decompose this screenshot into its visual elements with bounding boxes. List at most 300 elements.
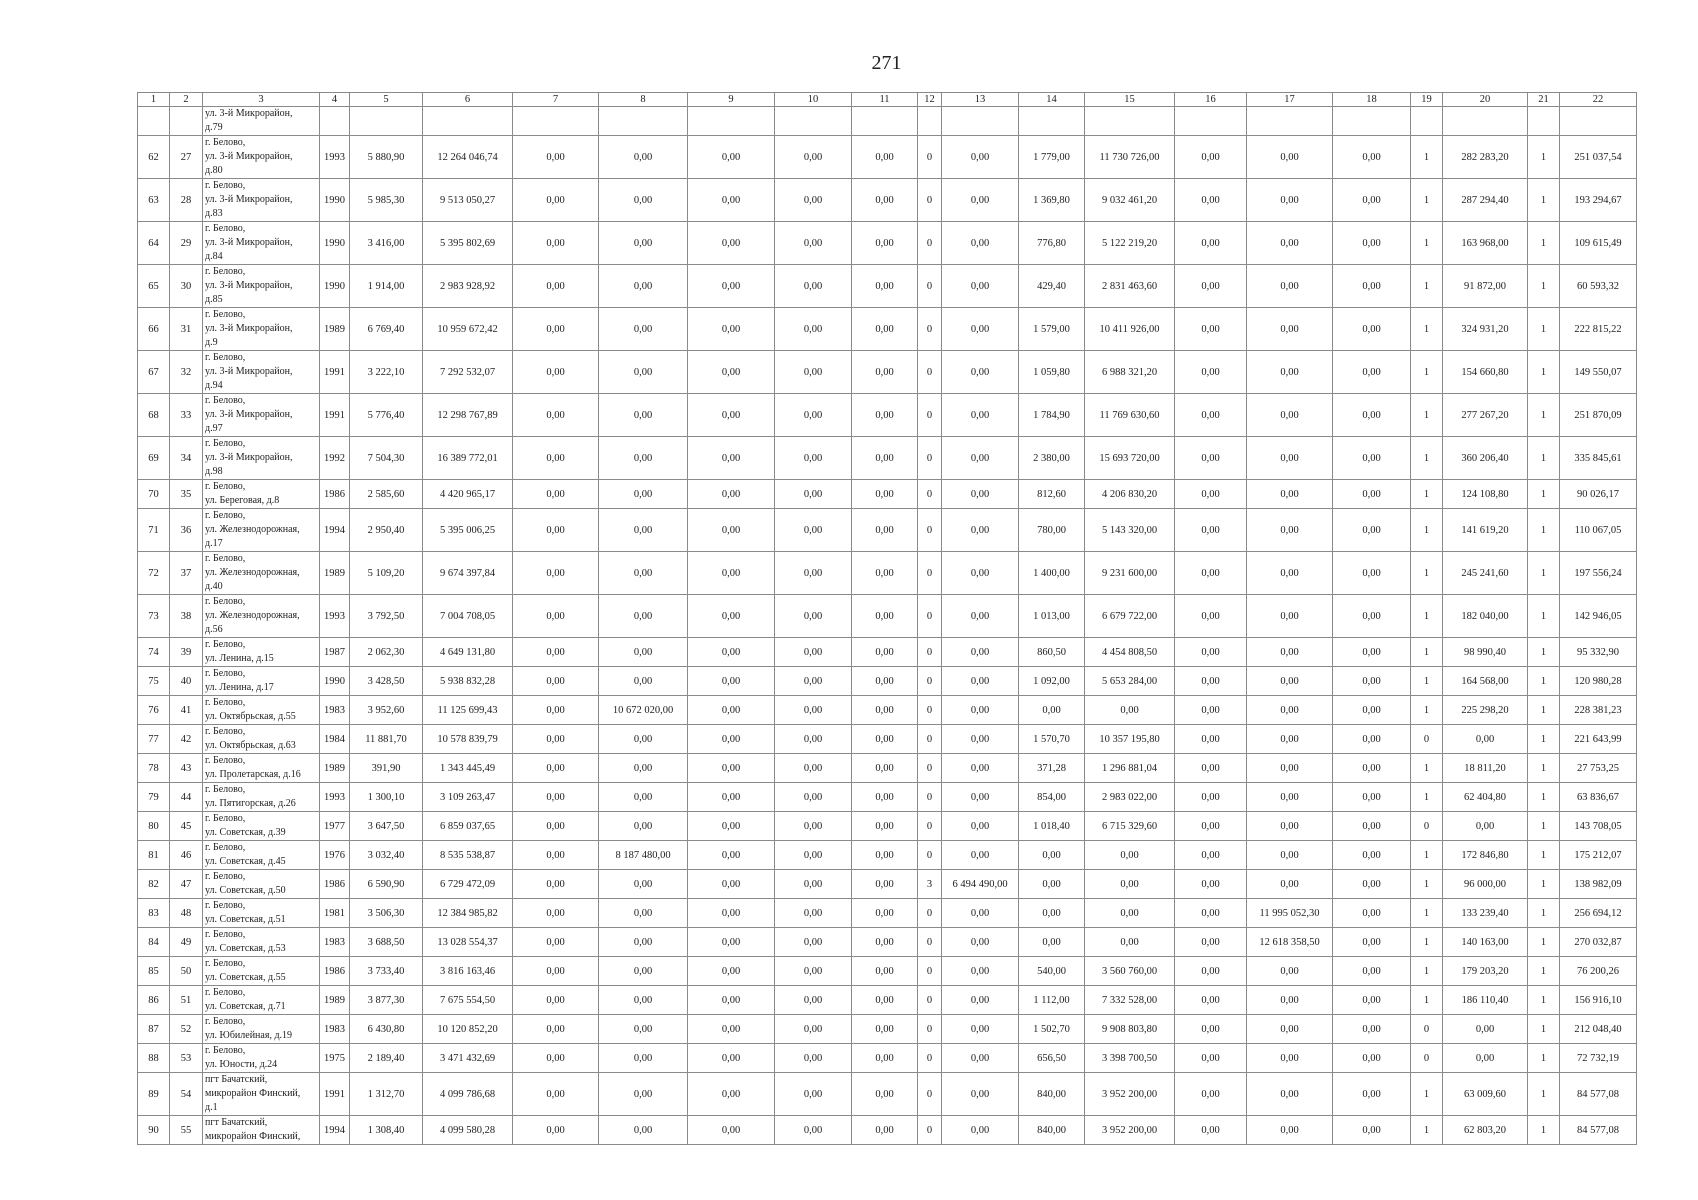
cell-col-13: 6 494 490,00 (942, 870, 1019, 899)
table-row (138, 986, 1637, 1015)
cell-col-1: 75 (138, 667, 170, 696)
cell-col-5: 3 792,50 (350, 595, 423, 638)
cell-col-11 (852, 107, 918, 136)
cell-col-21: 1 (1528, 783, 1560, 812)
cell-col-22: 256 694,12 (1560, 899, 1637, 928)
cell-col-14: 776,80 (1019, 222, 1085, 265)
cell-col-10: 0,00 (775, 870, 852, 899)
cell-col-12: 0 (918, 509, 942, 552)
cell-col-16: 0,00 (1175, 1044, 1247, 1073)
table-row (138, 136, 1637, 179)
cell-col-17: 11 995 052,30 (1247, 899, 1333, 928)
cell-col-10: 0,00 (775, 783, 852, 812)
cell-col-11: 0,00 (852, 480, 918, 509)
address-line: г. Белово, (205, 266, 246, 277)
cell-col-22: 63 836,67 (1560, 783, 1637, 812)
table-row (138, 308, 1637, 351)
cell-col-15: 3 560 760,00 (1085, 957, 1175, 986)
cell-col-22: 221 643,99 (1560, 725, 1637, 754)
cell-col-22: 76 200,26 (1560, 957, 1637, 986)
address-cell (203, 437, 320, 480)
cell-col-18: 0,00 (1333, 841, 1411, 870)
cell-col-20: 98 990,40 (1443, 638, 1528, 667)
cell-col-4: 1992 (320, 437, 350, 480)
cell-col-18: 0,00 (1333, 1116, 1411, 1145)
cell-col-16: 0,00 (1175, 437, 1247, 480)
cell-col-12: 0 (918, 1073, 942, 1116)
cell-col-13 (942, 107, 1019, 136)
cell-col-14: 840,00 (1019, 1116, 1085, 1145)
cell-col-15: 7 332 528,00 (1085, 986, 1175, 1015)
address-line: г. Белово, (205, 1016, 246, 1027)
cell-col-8: 0,00 (599, 595, 688, 638)
cell-col-4: 1983 (320, 696, 350, 725)
cell-col-21: 1 (1528, 841, 1560, 870)
cell-col-6: 4 420 965,17 (423, 480, 513, 509)
cell-col-10: 0,00 (775, 179, 852, 222)
cell-col-1: 70 (138, 480, 170, 509)
table-row (138, 754, 1637, 783)
cell-col-14: 2 380,00 (1019, 437, 1085, 480)
cell-col-12: 0 (918, 308, 942, 351)
cell-col-22: 251 870,09 (1560, 394, 1637, 437)
cell-col-14: 0,00 (1019, 841, 1085, 870)
cell-col-18: 0,00 (1333, 1044, 1411, 1073)
cell-col-11: 0,00 (852, 986, 918, 1015)
cell-col-19: 1 (1411, 957, 1443, 986)
address-cell (203, 783, 320, 812)
cell-col-18: 0,00 (1333, 308, 1411, 351)
cell-col-2: 27 (170, 136, 203, 179)
cell-col-6: 5 395 802,69 (423, 222, 513, 265)
address-line: ул. Железнодорожная, (205, 610, 300, 621)
cell-col-11: 0,00 (852, 812, 918, 841)
cell-col-11: 0,00 (852, 1015, 918, 1044)
cell-col-17: 0,00 (1247, 222, 1333, 265)
cell-col-2: 42 (170, 725, 203, 754)
cell-col-18: 0,00 (1333, 394, 1411, 437)
cell-col-22: 109 615,49 (1560, 222, 1637, 265)
cell-col-12: 0 (918, 1044, 942, 1073)
address-line: д.1 (205, 1102, 218, 1113)
cell-col-15: 4 454 808,50 (1085, 638, 1175, 667)
cell-col-6: 16 389 772,01 (423, 437, 513, 480)
table-row (138, 783, 1637, 812)
table-row (138, 509, 1637, 552)
cell-col-1: 65 (138, 265, 170, 308)
cell-col-11: 0,00 (852, 957, 918, 986)
cell-col-20: 324 931,20 (1443, 308, 1528, 351)
cell-col-16: 0,00 (1175, 394, 1247, 437)
cell-col-16: 0,00 (1175, 696, 1247, 725)
cell-col-9: 0,00 (688, 725, 775, 754)
cell-col-20: 172 846,80 (1443, 841, 1528, 870)
address-line: ул. Юности, д.24 (205, 1059, 278, 1070)
cell-col-5: 3 428,50 (350, 667, 423, 696)
cell-col-18: 0,00 (1333, 696, 1411, 725)
cell-col-16: 0,00 (1175, 509, 1247, 552)
cell-col-7: 0,00 (513, 1073, 599, 1116)
cell-col-13: 0,00 (942, 667, 1019, 696)
address-line: г. Белово, (205, 784, 246, 795)
cell-col-1: 74 (138, 638, 170, 667)
cell-col-13: 0,00 (942, 394, 1019, 437)
column-number-cell: 5 (350, 93, 423, 107)
address-cell (203, 870, 320, 899)
cell-col-1: 73 (138, 595, 170, 638)
cell-col-8: 10 672 020,00 (599, 696, 688, 725)
cell-col-4: 1986 (320, 957, 350, 986)
address-line: г. Белово, (205, 813, 246, 824)
cell-col-20: 182 040,00 (1443, 595, 1528, 638)
cell-col-18: 0,00 (1333, 754, 1411, 783)
cell-col-21: 1 (1528, 509, 1560, 552)
cell-col-22: 149 550,07 (1560, 351, 1637, 394)
cell-col-20: 179 203,20 (1443, 957, 1528, 986)
cell-col-21 (1528, 107, 1560, 136)
cell-col-8: 0,00 (599, 1015, 688, 1044)
cell-col-14: 1 112,00 (1019, 986, 1085, 1015)
cell-col-9: 0,00 (688, 222, 775, 265)
cell-col-16: 0,00 (1175, 812, 1247, 841)
column-number-cell: 4 (320, 93, 350, 107)
address-line: г. Белово, (205, 481, 246, 492)
cell-col-13: 0,00 (942, 783, 1019, 812)
cell-col-15: 3 952 200,00 (1085, 1073, 1175, 1116)
cell-col-21: 1 (1528, 812, 1560, 841)
cell-col-8: 0,00 (599, 957, 688, 986)
cell-col-19: 1 (1411, 783, 1443, 812)
cell-col-1: 86 (138, 986, 170, 1015)
cell-col-2: 46 (170, 841, 203, 870)
address-cell (203, 509, 320, 552)
cell-col-14: 1 570,70 (1019, 725, 1085, 754)
cell-col-20: 360 206,40 (1443, 437, 1528, 480)
cell-col-10: 0,00 (775, 552, 852, 595)
address-line: г. Белово, (205, 309, 246, 320)
cell-col-1: 84 (138, 928, 170, 957)
address-line: ул. Железнодорожная, (205, 567, 300, 578)
cell-col-16: 0,00 (1175, 222, 1247, 265)
cell-col-9: 0,00 (688, 870, 775, 899)
cell-col-2: 43 (170, 754, 203, 783)
cell-col-8 (599, 107, 688, 136)
cell-col-6: 12 264 046,74 (423, 136, 513, 179)
cell-col-20: 245 241,60 (1443, 552, 1528, 595)
table-row (138, 1073, 1637, 1116)
cell-col-4: 1990 (320, 667, 350, 696)
address-cell (203, 986, 320, 1015)
cell-col-14: 656,50 (1019, 1044, 1085, 1073)
cell-col-2: 51 (170, 986, 203, 1015)
cell-col-5: 2 585,60 (350, 480, 423, 509)
cell-col-5: 3 952,60 (350, 696, 423, 725)
cell-col-12: 0 (918, 480, 942, 509)
cell-col-6: 3 816 163,46 (423, 957, 513, 986)
cell-col-12: 0 (918, 783, 942, 812)
cell-col-14: 0,00 (1019, 696, 1085, 725)
cell-col-9: 0,00 (688, 308, 775, 351)
cell-col-15: 3 398 700,50 (1085, 1044, 1175, 1073)
cell-col-16: 0,00 (1175, 308, 1247, 351)
cell-col-21: 1 (1528, 1073, 1560, 1116)
cell-col-10 (775, 107, 852, 136)
table-row (138, 351, 1637, 394)
address-line: ул. Береговая, д.8 (205, 495, 280, 506)
cell-col-9: 0,00 (688, 1073, 775, 1116)
cell-col-21: 1 (1528, 351, 1560, 394)
cell-col-5: 2 062,30 (350, 638, 423, 667)
cell-col-13: 0,00 (942, 812, 1019, 841)
table-row (138, 638, 1637, 667)
address-line: д.97 (205, 423, 223, 434)
cell-col-4: 1990 (320, 265, 350, 308)
cell-col-15: 6 988 321,20 (1085, 351, 1175, 394)
cell-col-1: 87 (138, 1015, 170, 1044)
cell-col-18: 0,00 (1333, 351, 1411, 394)
address-line: ул. Пятигорская, д.26 (205, 798, 296, 809)
cell-col-5: 1 308,40 (350, 1116, 423, 1145)
address-cell (203, 1015, 320, 1044)
column-number-cell: 1 (138, 93, 170, 107)
table-row (138, 725, 1637, 754)
cell-col-14: 371,28 (1019, 754, 1085, 783)
cell-col-18: 0,00 (1333, 552, 1411, 595)
cell-col-19: 1 (1411, 437, 1443, 480)
cell-col-8: 0,00 (599, 136, 688, 179)
cell-col-21: 1 (1528, 638, 1560, 667)
cell-col-4: 1975 (320, 1044, 350, 1073)
address-line: г. Белово, (205, 726, 246, 737)
cell-col-10: 0,00 (775, 437, 852, 480)
cell-col-15: 5 143 320,00 (1085, 509, 1175, 552)
cell-col-9: 0,00 (688, 696, 775, 725)
column-number-cell: 13 (942, 93, 1019, 107)
cell-col-10: 0,00 (775, 725, 852, 754)
cell-col-11: 0,00 (852, 1044, 918, 1073)
cell-col-21: 1 (1528, 870, 1560, 899)
cell-col-17: 0,00 (1247, 480, 1333, 509)
column-number-cell: 7 (513, 93, 599, 107)
cell-col-17: 0,00 (1247, 265, 1333, 308)
cell-col-2: 54 (170, 1073, 203, 1116)
cell-col-4: 1993 (320, 136, 350, 179)
cell-col-7: 0,00 (513, 509, 599, 552)
address-line: д.80 (205, 165, 223, 176)
cell-col-13: 0,00 (942, 552, 1019, 595)
cell-col-10: 0,00 (775, 957, 852, 986)
address-cell (203, 351, 320, 394)
cell-col-8: 0,00 (599, 351, 688, 394)
cell-col-2: 41 (170, 696, 203, 725)
cell-col-8: 0,00 (599, 394, 688, 437)
cell-col-5: 6 590,90 (350, 870, 423, 899)
cell-col-12: 0 (918, 1116, 942, 1145)
cell-col-5: 1 300,10 (350, 783, 423, 812)
cell-col-2: 28 (170, 179, 203, 222)
cell-col-9: 0,00 (688, 899, 775, 928)
cell-col-11: 0,00 (852, 552, 918, 595)
page-number: 271 (871, 52, 902, 74)
address-line: ул. Октябрьская, д.55 (205, 711, 296, 722)
cell-col-16: 0,00 (1175, 595, 1247, 638)
cell-col-19: 1 (1411, 754, 1443, 783)
cell-col-13: 0,00 (942, 841, 1019, 870)
cell-col-21: 1 (1528, 667, 1560, 696)
address-line: ул. 3-й Микрорайон, (205, 194, 293, 205)
cell-col-10: 0,00 (775, 986, 852, 1015)
column-number-cell: 3 (203, 93, 320, 107)
cell-col-15: 0,00 (1085, 899, 1175, 928)
cell-col-14: 1 400,00 (1019, 552, 1085, 595)
cell-col-9: 0,00 (688, 1015, 775, 1044)
cell-col-4: 1976 (320, 841, 350, 870)
cell-col-14: 1 059,80 (1019, 351, 1085, 394)
cell-col-12: 0 (918, 179, 942, 222)
column-number-cell: 2 (170, 93, 203, 107)
cell-col-20: 0,00 (1443, 1015, 1528, 1044)
cell-col-21: 1 (1528, 437, 1560, 480)
address-line: г. Белово, (205, 639, 246, 650)
address-cell (203, 394, 320, 437)
address-line: г. Белово, (205, 180, 246, 191)
cell-col-8: 0,00 (599, 437, 688, 480)
cell-col-18: 0,00 (1333, 179, 1411, 222)
address-cell (203, 265, 320, 308)
address-line: ул. 3-й Микрорайон, (205, 108, 293, 119)
cell-col-20: 186 110,40 (1443, 986, 1528, 1015)
cell-col-7: 0,00 (513, 437, 599, 480)
cell-col-12: 0 (918, 136, 942, 179)
cell-col-8: 0,00 (599, 812, 688, 841)
address-line: ул. Пролетарская, д.16 (205, 769, 301, 780)
cell-col-21: 1 (1528, 394, 1560, 437)
cell-col-6: 10 578 839,79 (423, 725, 513, 754)
address-cell (203, 480, 320, 509)
address-line: ул. Юбилейная, д.19 (205, 1030, 293, 1041)
cell-col-4: 1990 (320, 179, 350, 222)
cell-col-8: 0,00 (599, 480, 688, 509)
cell-col-16: 0,00 (1175, 841, 1247, 870)
cell-col-15: 1 296 881,04 (1085, 754, 1175, 783)
cell-col-16: 0,00 (1175, 957, 1247, 986)
cell-col-10: 0,00 (775, 667, 852, 696)
cell-col-10: 0,00 (775, 1073, 852, 1116)
cell-col-7: 0,00 (513, 308, 599, 351)
cell-col-14: 1 579,00 (1019, 308, 1085, 351)
cell-col-21: 1 (1528, 552, 1560, 595)
cell-col-20: 163 968,00 (1443, 222, 1528, 265)
address-line: г. Белово, (205, 553, 246, 564)
cell-col-14: 1 784,90 (1019, 394, 1085, 437)
cell-col-9: 0,00 (688, 480, 775, 509)
address-cell (203, 136, 320, 179)
address-line: д.17 (205, 538, 223, 549)
cell-col-22: 142 946,05 (1560, 595, 1637, 638)
cell-col-13: 0,00 (942, 265, 1019, 308)
address-line: д.84 (205, 251, 223, 262)
cell-col-8: 0,00 (599, 725, 688, 754)
cell-col-20: 124 108,80 (1443, 480, 1528, 509)
cell-col-2: 31 (170, 308, 203, 351)
cell-col-16: 0,00 (1175, 725, 1247, 754)
address-line: г. Белово, (205, 395, 246, 406)
cell-col-22: 228 381,23 (1560, 696, 1637, 725)
cell-col-18: 0,00 (1333, 437, 1411, 480)
cell-col-12: 0 (918, 812, 942, 841)
cell-col-17: 0,00 (1247, 812, 1333, 841)
cell-col-12: 3 (918, 870, 942, 899)
cell-col-20: 18 811,20 (1443, 754, 1528, 783)
cell-col-8: 0,00 (599, 870, 688, 899)
cell-col-18: 0,00 (1333, 667, 1411, 696)
address-cell (203, 928, 320, 957)
address-line: микрорайон Финский, (205, 1131, 301, 1142)
cell-col-22: 72 732,19 (1560, 1044, 1637, 1073)
table-row (138, 107, 1637, 136)
cell-col-17: 0,00 (1247, 1015, 1333, 1044)
cell-col-10: 0,00 (775, 638, 852, 667)
cell-col-19: 1 (1411, 638, 1443, 667)
cell-col-16: 0,00 (1175, 928, 1247, 957)
cell-col-12: 0 (918, 595, 942, 638)
cell-col-4: 1987 (320, 638, 350, 667)
cell-col-21: 1 (1528, 1015, 1560, 1044)
cell-col-10: 0,00 (775, 928, 852, 957)
cell-col-22: 143 708,05 (1560, 812, 1637, 841)
cell-col-10: 0,00 (775, 841, 852, 870)
cell-col-7: 0,00 (513, 595, 599, 638)
cell-col-2: 40 (170, 667, 203, 696)
cell-col-14: 0,00 (1019, 870, 1085, 899)
cell-col-20: 225 298,20 (1443, 696, 1528, 725)
cell-col-18 (1333, 107, 1411, 136)
address-cell (203, 957, 320, 986)
cell-col-21: 1 (1528, 899, 1560, 928)
cell-col-12: 0 (918, 222, 942, 265)
cell-col-1 (138, 107, 170, 136)
cell-col-18: 0,00 (1333, 595, 1411, 638)
address-cell (203, 667, 320, 696)
cell-col-14: 840,00 (1019, 1073, 1085, 1116)
cell-col-12: 0 (918, 265, 942, 308)
cell-col-19: 1 (1411, 841, 1443, 870)
cell-col-9: 0,00 (688, 437, 775, 480)
cell-col-7: 0,00 (513, 638, 599, 667)
cell-col-13: 0,00 (942, 509, 1019, 552)
cell-col-13: 0,00 (942, 928, 1019, 957)
cell-col-19: 1 (1411, 667, 1443, 696)
address-cell (203, 696, 320, 725)
cell-col-22: 84 577,08 (1560, 1073, 1637, 1116)
address-line: г. Белово, (205, 987, 246, 998)
cell-col-14: 1 018,40 (1019, 812, 1085, 841)
address-line: г. Белово, (205, 900, 246, 911)
cell-col-1: 80 (138, 812, 170, 841)
cell-col-8: 0,00 (599, 638, 688, 667)
cell-col-9: 0,00 (688, 783, 775, 812)
cell-col-8: 0,00 (599, 928, 688, 957)
cell-col-7: 0,00 (513, 899, 599, 928)
cell-col-12: 0 (918, 1015, 942, 1044)
address-line: ул. Ленина, д.17 (205, 682, 274, 693)
cell-col-1: 64 (138, 222, 170, 265)
cell-col-22: 335 845,61 (1560, 437, 1637, 480)
cell-col-5: 1 312,70 (350, 1073, 423, 1116)
address-line: д.85 (205, 294, 223, 305)
cell-col-9: 0,00 (688, 265, 775, 308)
cell-col-21: 1 (1528, 957, 1560, 986)
